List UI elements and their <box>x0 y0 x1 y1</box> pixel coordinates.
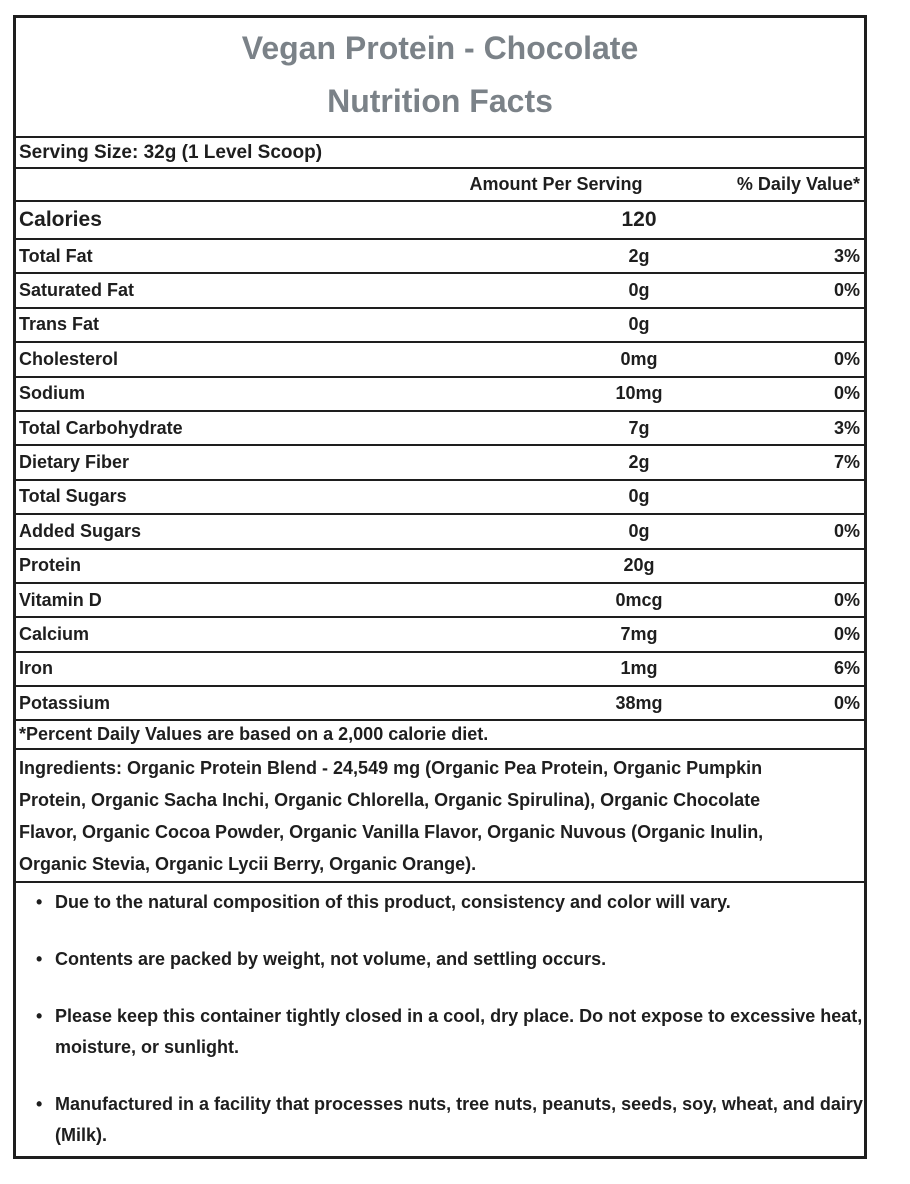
serving-size: Serving Size: 32g (1 Level Scoop) <box>16 138 864 169</box>
bullet-icon: • <box>36 1006 43 1027</box>
nutrient-amount: 2g <box>628 452 650 473</box>
note-item <box>16 944 864 975</box>
notes-box <box>16 883 864 1156</box>
table-header-row <box>16 169 864 202</box>
nutrient-dv: 0% <box>833 383 860 404</box>
note-text: Please keep this container tightly closed in a cool, dry place. Do not expose to excessive heat, moisture, or sunlight. <box>55 1006 863 1058</box>
nutrition-facts-title: Nutrition Facts <box>327 83 553 119</box>
bullet-icon: • <box>36 892 43 913</box>
ingredients-text: Ingredients: Organic Protein Blend - 24,549 mg (Organic Pea Protein, Organic Pumpkin Protein, Organic Sacha Inchi, Organic Chlorella, Organic Spirulina), Organic Chocolate Flavor, Organic Cocoa Powder, Organic Vanilla Flavor, Organic Nuvous (Organic Inulin, Organic Stevia, Organic Lycii Berry, Organic Orange). <box>16 750 864 883</box>
nutrient-amount: 20g <box>623 555 655 576</box>
nutrient-row-dietary-fiber <box>16 446 864 480</box>
nutrient-amount: 38mg <box>615 692 663 713</box>
nutrient-label: Iron <box>19 658 53 679</box>
nutrient-amount: 0mg <box>620 348 658 369</box>
nutrient-amount: 10mg <box>615 383 663 404</box>
note-text: Manufactured in a facility that processes nuts, tree nuts, peanuts, seeds, soy, wheat, and dairy (Milk). <box>55 1094 863 1146</box>
note-text: Due to the natural composition of this product, consistency and color will vary. <box>55 892 731 913</box>
nutrient-row-calcium <box>16 618 864 652</box>
nutrient-label: Calories <box>19 208 102 231</box>
nutrient-label: Total Sugars <box>19 486 127 507</box>
nutrient-label: Protein <box>19 555 82 576</box>
nutrient-amount: 7mg <box>620 623 658 644</box>
nutrient-amount: 0mcg <box>615 589 663 610</box>
nutrient-row-cholesterol <box>16 343 864 377</box>
nutrient-row-sodium <box>16 378 864 412</box>
nutrient-label: Added Sugars <box>19 520 142 541</box>
nutrient-row-added-sugars <box>16 515 864 549</box>
nutrient-row-saturated-fat <box>16 274 864 308</box>
column-header-daily-value: % Daily Value* <box>736 174 860 194</box>
nutrient-label: Total Fat <box>19 245 93 266</box>
nutrient-amount: 0g <box>628 520 650 541</box>
note-text: Contents are packed by weight, not volume, and settling occurs. <box>55 949 607 970</box>
nutrient-label: Sodium <box>19 383 85 404</box>
nutrition-label <box>13 15 867 1159</box>
nutrient-label: Vitamin D <box>19 589 102 610</box>
title-block <box>16 18 864 138</box>
nutrient-row-total-sugars <box>16 481 864 515</box>
nutrient-row-total-fat <box>16 240 864 274</box>
nutrient-dv: 0% <box>833 589 860 610</box>
column-header-amount: Amount Per Serving <box>469 174 643 194</box>
nutrient-label: Trans Fat <box>19 314 100 335</box>
nutrient-label: Potassium <box>19 692 111 713</box>
bullet-icon: • <box>36 1094 43 1115</box>
nutrient-amount: 1mg <box>620 658 658 679</box>
nutrient-amount: 0g <box>628 280 650 301</box>
nutrient-row-trans-fat <box>16 309 864 343</box>
nutrient-label: Cholesterol <box>19 348 119 369</box>
nutrient-row-calories <box>16 202 864 240</box>
nutrient-amount: 7g <box>628 417 650 438</box>
nutrient-dv: 0% <box>833 280 860 301</box>
nutrient-row-iron <box>16 653 864 687</box>
nutrient-dv: 3% <box>833 245 860 266</box>
nutrient-row-total-carbohydrate <box>16 412 864 446</box>
nutrient-amount: 0g <box>628 486 650 507</box>
nutrient-label: Total Carbohydrate <box>19 417 183 438</box>
nutrient-dv: 3% <box>833 417 860 438</box>
note-item <box>16 1001 864 1063</box>
nutrient-dv: 6% <box>833 658 860 679</box>
notes-list <box>16 887 864 1151</box>
nutrient-dv: 0% <box>833 692 860 713</box>
nutrient-label: Saturated Fat <box>19 280 135 301</box>
nutrient-row-vitamin-d <box>16 584 864 618</box>
nutrient-dv: 0% <box>833 348 860 369</box>
nutrient-dv: 0% <box>833 623 860 644</box>
nutrient-amount: 120 <box>621 208 657 231</box>
daily-value-footnote: *Percent Daily Values are based on a 2,000 calorie diet. <box>16 721 864 750</box>
nutrient-label: Dietary Fiber <box>19 452 130 473</box>
note-item <box>16 887 864 918</box>
nutrient-row-protein <box>16 550 864 584</box>
nutrient-amount: 2g <box>628 245 650 266</box>
nutrient-dv: 7% <box>833 452 860 473</box>
product-title: Vegan Protein - Chocolate <box>241 30 639 66</box>
nutrient-row-potassium <box>16 687 864 721</box>
nutrient-label: Calcium <box>19 623 90 644</box>
nutrient-amount: 0g <box>628 314 650 335</box>
nutrient-dv: 0% <box>833 520 860 541</box>
bullet-icon: • <box>36 949 43 970</box>
note-item <box>16 1089 864 1151</box>
